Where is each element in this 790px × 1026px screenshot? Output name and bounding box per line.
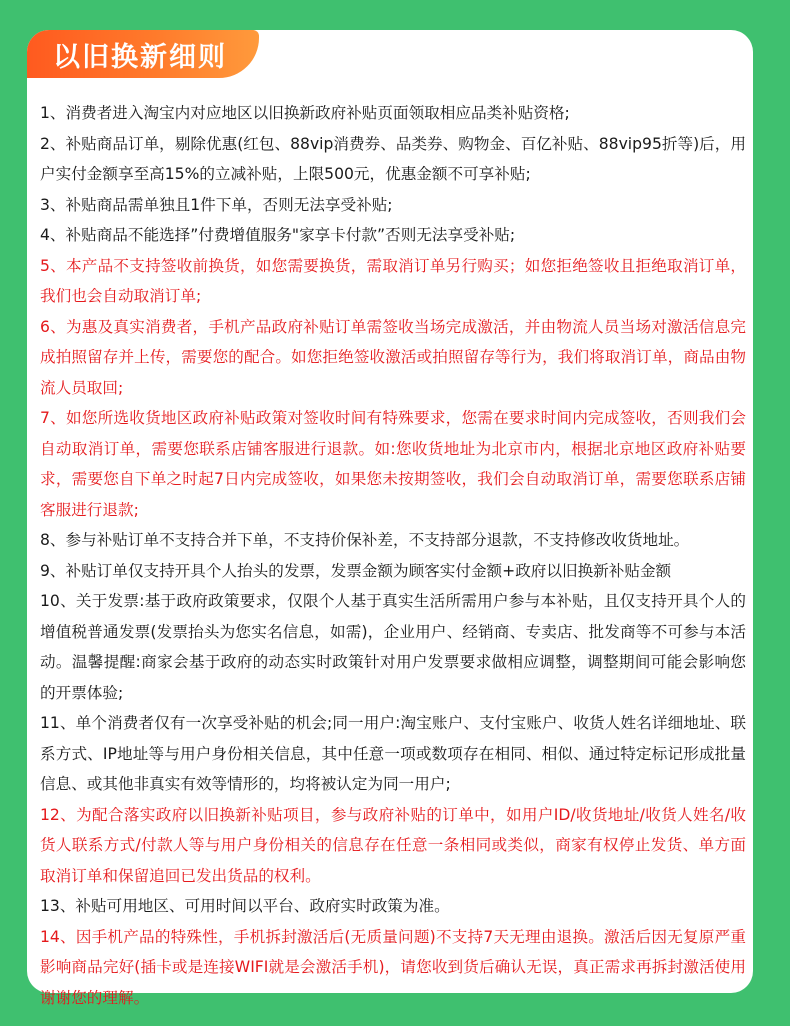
- rule-item-13: 13、补贴可用地区、可用时间以平台、政府实时政策为准。: [40, 897, 450, 915]
- rule-item-4: 4、补贴商品不能选择”付费增值服务"家享卡付款”否则无法享受补贴;: [40, 226, 516, 244]
- header-tab: [27, 30, 259, 78]
- rule-item-7: 7、如您所选收货地区政府补贴政策对签收时间有特殊要求，您需在要求时间内完成签收，否则我们会自动取消订单，需要您联系店铺客服进行退款。如:您收货地址为北京市内，根据北京地区政府补贴要求，需要您自下单之时起7日内完成签收，如果您未按期签收，我们会自动取消订单，需要您联系店铺客服进行退款;: [40, 409, 746, 519]
- rule-item-5: 5、本产品不支持签收前换货，如您需要换货，需取消订单另行购买；如您拒绝签收且拒绝取消订单，我们也会自动取消订单;: [40, 256, 746, 305]
- rule-item-8: 8、参与补贴订单不支持合并下单，不支持价保补差，不支持部分退款，不支持修改收货地址。: [40, 531, 690, 549]
- rule-item-2: 2、补贴商品订单，剔除优惠(红包、88vip消费券、品类券、购物金、百亿补贴、88vip95折等)后，用户实付金额享至高15%的立减补贴，上限500元，优惠金额不可享补贴;: [40, 134, 746, 183]
- rule-item-3: 3、补贴商品需单独且1件下单，否则无法享受补贴;: [40, 195, 393, 214]
- rule-item-14: 14、因手机产品的特殊性，手机拆封激活后(无质量问题)不支持7天无理由退换。激活后因无复原严重影响商品完好(插卡或是连接WIFI就是会激活手机)，请您收到货后确认无误，真正需求再拆封激活使用谢谢您的理解。: [40, 927, 746, 1007]
- rule-item-9: 9、补贴订单仅支持开具个人抬头的发票，发票金额为顾客实付金额+政府以旧换新补贴金额: [40, 561, 672, 580]
- page-title: 以旧换新细则: [53, 41, 227, 73]
- rule-item-12: 12、为配合落实政府以旧换新补贴项目，参与政府补贴的订单中，如用户ID/收货地址/收货人姓名/收货人联系方式/付款人等与用户身份相关的信息存在任意一条相同或类似，商家有权停止发货、单方面取消订单和保留追回已发出货品的权利。: [40, 805, 746, 885]
- rule-item-10: 10、关于发票:基于政府政策要求，仅限个人基于真实生活所需用户参与本补贴，且仅支持开具个人的增值税普通发票(发票抬头为您实名信息，如需)，企业用户、经销商、专卖店、批发商等不可参与本活动。温馨提醒:商家会基于政府的动态实时政策针对用户发票要求做相应调整，调整期间可能会影响您的开票体验;: [40, 592, 746, 702]
- rule-item-1: 1、消费者进入淘宝内对应地区以旧换新政府补贴页面领取相应品类补贴资格;: [40, 104, 570, 122]
- rule-item-6: 6、为惠及真实消费者，手机产品政府补贴订单需签收当场完成激活，并由物流人员当场对激活信息完成拍照留存并上传，需要您的配合。如您拒绝签收激活或拍照留存等行为，我们将取消订单，商品由物流人员取回;: [40, 317, 746, 397]
- rules-list: [40, 98, 746, 1013]
- rule-item-11: 11、单个消费者仅有一次享受补贴的机会;同一用户:淘宝账户、支付宝账户、收货人姓名详细地址、联系方式、IP地址等与用户身份相关信息，其中任意一项或数项存在相同、相似、通过特定标记形成批量信息、或其他非真实有效等情形的，均将被认定为同一用户;: [40, 714, 746, 793]
